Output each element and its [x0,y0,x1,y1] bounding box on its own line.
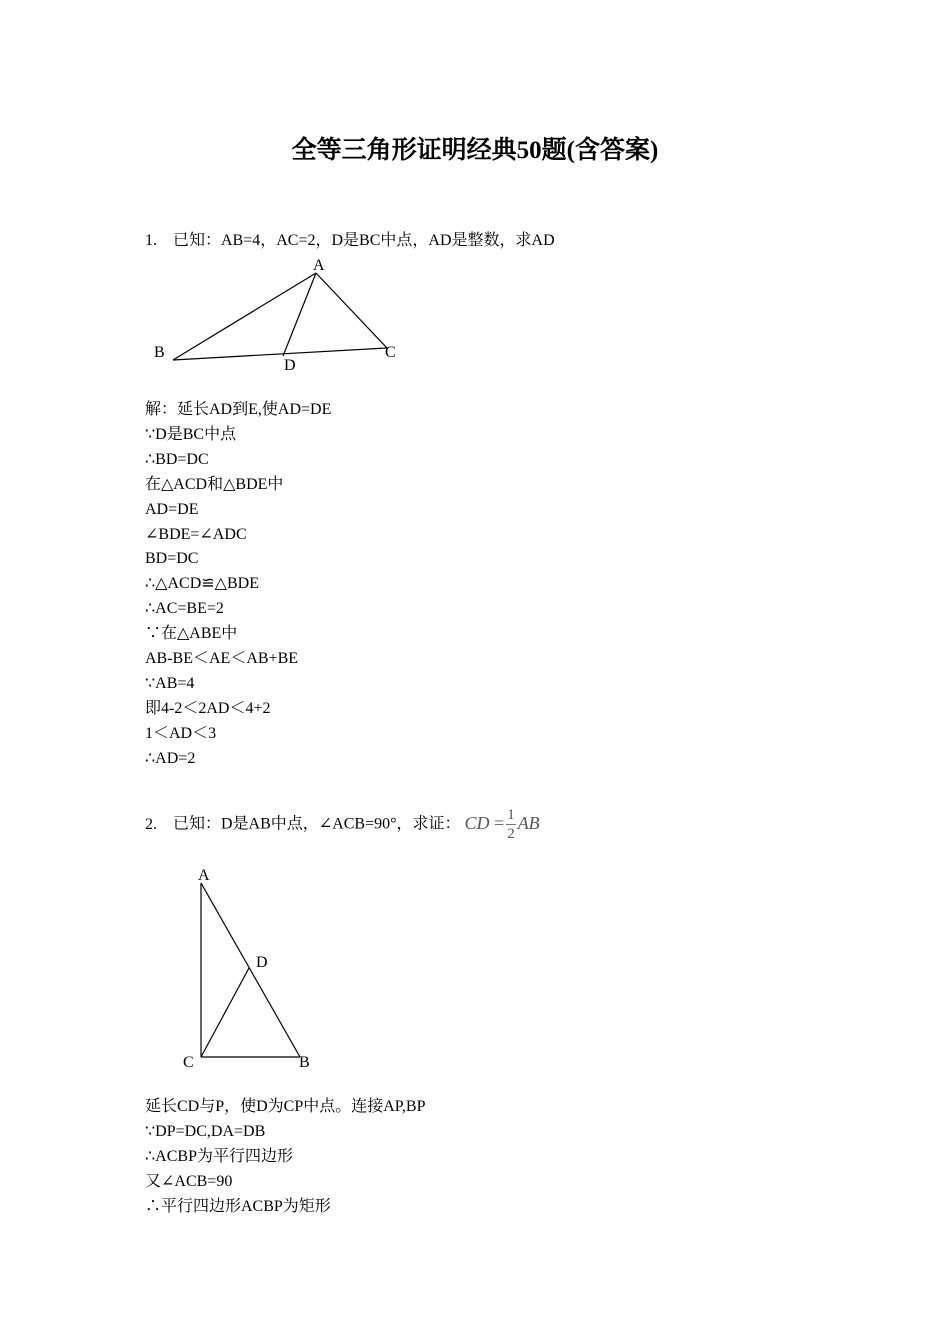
problem-2-solution [145,1095,426,1220]
problem-1-solution [145,398,331,772]
formula-cd-half-ab [464,807,540,842]
formula-fraction [506,806,516,843]
vertex-label-b: B [154,344,165,361]
problem-text: 已知：AB=4，AC=2，D是BC中点，AD是整数，求AD [173,232,555,249]
solution-line: 又∠ACB=90 [145,1172,233,1190]
formula-lhs: CD [464,812,490,833]
problem-2-statement [145,806,540,843]
solution-line: 在△ACD和△BDE中 [145,475,284,493]
vertex-label-c: C [385,344,396,361]
problem-2-right-triangle-figure [170,860,330,1080]
solution-line: ∴ACBP为平行四边形 [145,1147,293,1165]
solution-line: 即4-2＜2AD＜4+2 [145,699,271,717]
segment-cd [201,968,249,1057]
fraction-denominator: 2 [507,826,515,842]
formula-equals: = [494,812,505,833]
vertex-label-d: D [284,357,296,374]
solution-line: ∠BDE=∠ADC [145,525,247,543]
segment-ab [201,883,300,1057]
vertex-label-d: D [256,954,268,971]
solution-line: ∵D是BC中点 [145,425,237,443]
solution-line: ∵在△ABE中 [145,625,238,643]
formula-rhs: AB [517,812,540,833]
segment-ac [316,273,387,348]
solution-line: ∴△ACD≌△BDE [145,575,259,593]
vertex-label-c: C [183,1054,194,1071]
segment-ad [283,273,316,356]
solution-line: ∴BD=DC [145,450,209,468]
solution-line: ∴平行四边形ACBP为矩形 [145,1197,331,1215]
solution-line: 延长CD与P，使D为CP中点。连接AP,BP [145,1098,426,1115]
vertex-label-a: A [313,257,325,274]
problem-text: 已知：D是AB中点，∠ACB=90°，求证： [173,815,461,833]
solution-line: 解：延长AD到E,使AD=DE [145,401,332,418]
vertex-label-b: B [299,1054,310,1071]
solution-line: ∴AC=BE=2 [145,600,224,618]
solution-line: ∵DP=DC,DA=DB [145,1122,266,1140]
problem-1-triangle-figure [140,250,410,380]
problem-number: 2. [145,815,157,833]
solution-line: BD=DC [145,550,199,568]
solution-line: ∵AB=4 [145,674,195,692]
fraction-numerator: 1 [507,807,515,823]
segment-bc [173,348,387,360]
solution-line: ∴AD=2 [145,749,196,767]
problem-1-statement [145,227,555,250]
problem-number: 1. [145,232,157,249]
vertex-label-a: A [198,867,210,884]
segment-ab [173,273,316,360]
solution-line: AB-BE＜AE＜AB+BE [145,650,299,668]
page-title: 全等三角形证明经典50题(含答案) [291,137,659,164]
solution-line: AD=DE [145,500,199,518]
solution-line: 1＜AD＜3 [145,724,217,742]
